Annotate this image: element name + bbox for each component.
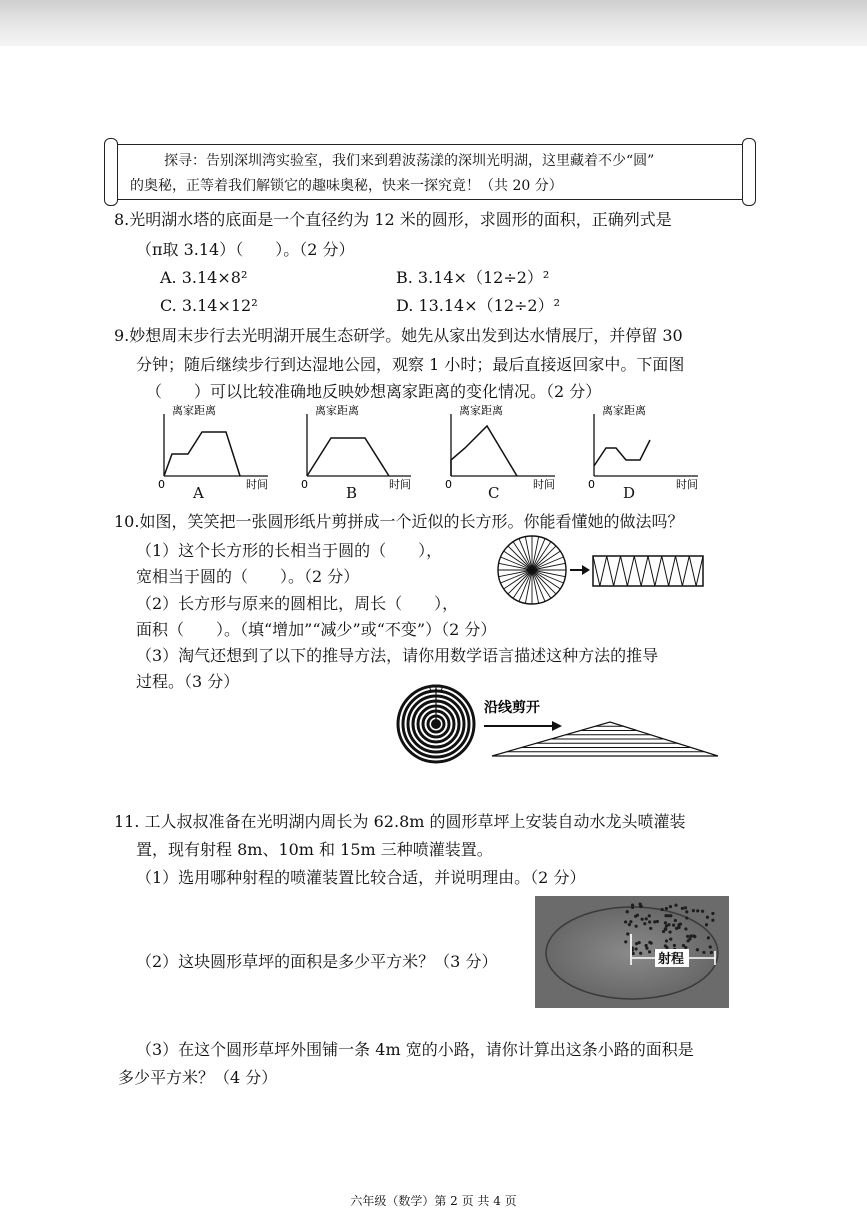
spray-dot	[692, 909, 695, 912]
spray-dot	[643, 922, 646, 925]
spray-dot	[685, 916, 688, 919]
spray-dot	[685, 910, 688, 913]
stripe-triangle	[492, 722, 718, 756]
spray-dot	[682, 944, 685, 947]
q8-option-d: D. 13.14×（12÷2）²	[396, 296, 561, 315]
spray-dot	[669, 930, 672, 933]
spray-dot	[653, 920, 656, 923]
spray-dot	[648, 941, 651, 944]
q11-stem-line-2: 置，现有射程 8m、10m 和 15m 三种喷灌装置。	[136, 840, 493, 859]
spray-dot	[677, 926, 680, 929]
spray-dot	[706, 916, 709, 919]
q10-part2-line-1: （2）长方形与原来的圆相比，周长（ ），	[136, 594, 459, 613]
q9-graph-b-letter: B	[346, 484, 358, 502]
distance-line	[164, 432, 240, 476]
spray-dot	[648, 950, 651, 953]
spray-dot	[635, 942, 638, 945]
origin-label: 0	[158, 478, 165, 491]
scroll-left-roll	[104, 138, 118, 206]
intro-line-1: 探寻：告别深圳湾实验室，我们来到碧波荡漾的深圳光明湖，这里藏着不少“圆”	[164, 153, 655, 169]
spray-dot	[649, 927, 652, 930]
arrow-head	[552, 721, 562, 731]
spray-dot	[662, 930, 665, 933]
x-axis-label: 时间	[389, 478, 411, 491]
origin-label: 0	[301, 478, 308, 491]
page-footer: 六年级（数学）第 2 页 共 4 页	[350, 1194, 517, 1208]
spray-dot	[689, 934, 692, 937]
q8-option-c: C. 3.14×12²	[160, 296, 258, 315]
q9-graph-a-letter: A	[193, 484, 204, 502]
y-axis-label: 离家距离	[315, 404, 359, 417]
q8-option-a: A. 3.14×8²	[160, 268, 248, 287]
q10-part3-line-2: 过程。（3 分）	[136, 672, 240, 691]
spray-dot	[624, 920, 627, 923]
y-axis-label: 离家距离	[602, 404, 646, 417]
q9-graph-c-letter: C	[488, 484, 500, 502]
spray-dot	[674, 904, 677, 907]
q10-stem: 10.如图，笑笑把一张圆形纸片剪拼成一个近似的长方形。你能看懂她的做法吗？	[114, 512, 684, 531]
y-axis-label: 离家距离	[459, 404, 503, 417]
spray-dot	[661, 908, 664, 911]
spray-dot	[635, 925, 638, 928]
spray-dot	[684, 927, 687, 930]
scan-top-band	[0, 0, 867, 46]
distance-line	[307, 438, 389, 476]
spray-dot	[628, 923, 631, 926]
q9-stem-line-1: 9.妙想周末步行去光明湖开展生态研学。她先从家出发到达水情展厅，并停留 30	[114, 326, 683, 345]
q9-graph-d-letter: D	[623, 484, 636, 502]
intro-line-2: 的奥秘，正等着我们解锁它的趣味奥秘，快来一探究竟！（共 20 分）	[130, 178, 563, 194]
spray-dot	[645, 944, 648, 947]
spray-dot	[648, 920, 651, 923]
spray-dot	[711, 912, 714, 915]
spray-dot	[664, 927, 667, 930]
spray-dot	[626, 910, 629, 913]
q8-option-b: B. 3.14×（12÷2）²	[396, 268, 550, 287]
spray-dot	[634, 947, 637, 950]
origin-label: 0	[588, 478, 595, 491]
spray-dot	[705, 923, 708, 926]
q11-lawn-photo	[535, 896, 729, 1008]
spray-dot	[672, 923, 675, 926]
q11-stem-line-1: 11. 工人叔叔准备在光明湖内周长为 62.8m 的圆形草坪上安装自动水龙头喷灌装	[114, 812, 686, 831]
x-axis-label: 时间	[533, 478, 555, 491]
q8-stem-line-1: 8.光明湖水塔的底面是一个直径约为 12 米的圆形，求圆形的面积，正确列式是	[114, 210, 672, 229]
spray-dot	[669, 938, 672, 941]
cut-along-line-label: 沿线剪开	[484, 700, 540, 716]
spray-dot	[645, 917, 648, 920]
spray-dot	[707, 936, 710, 939]
spray-dot	[648, 914, 651, 917]
spray-dot	[665, 939, 668, 942]
spray-dot	[696, 909, 699, 912]
spray-dot	[664, 921, 667, 924]
x-axis-label: 时间	[246, 478, 268, 491]
spray-dot	[626, 932, 629, 935]
arrow-head	[582, 565, 590, 575]
spray-dot	[639, 952, 642, 955]
q9-graph-d	[580, 402, 710, 502]
q8-stem-line-2: （π取 3.14）（ ）。（2 分）	[136, 240, 355, 259]
spray-dot	[686, 935, 689, 938]
spray-dot	[711, 919, 714, 922]
q11-part1: （1）选用哪种射程的喷灌装置比较合适，并说明理由。（2 分）	[136, 868, 586, 887]
spray-dot	[669, 905, 672, 908]
q11-part3-line-2: 多少平方米？（4 分）	[118, 1068, 278, 1087]
spray-dot	[665, 907, 668, 910]
spray-dot	[629, 920, 632, 923]
q9-stem-line-2: 分钟；随后继续步行到达湿地公园，观察 1 小时；最后直接返回家中。下面图	[136, 355, 685, 374]
spray-dot	[673, 944, 676, 947]
q10-part3-line-1: （3）淘气还想到了以下的推导方法，请你用数学语言描述这种方法的推导	[136, 646, 659, 665]
q10-part1-line-2: 宽相当于圆的（ ）。（2 分）	[136, 567, 360, 586]
q9-stem-line-3: （ ）可以比较准确地反映妙想离家距离的变化情况。（2 分）	[146, 382, 602, 401]
spray-dot	[692, 934, 695, 937]
range-label: 射程	[658, 952, 685, 967]
distance-line	[594, 440, 650, 466]
spray-dot	[667, 914, 670, 917]
sector-circle	[498, 536, 566, 604]
q10-concentric-rings-figure	[392, 682, 722, 782]
spray-dot	[681, 907, 684, 910]
distance-line	[451, 426, 517, 476]
spray-dot	[641, 918, 644, 921]
spray-dot	[667, 923, 670, 926]
spray-dot	[701, 910, 704, 913]
q9-graph-a	[150, 402, 280, 502]
spray-dot	[636, 914, 639, 917]
spray-dot	[688, 937, 691, 940]
q10-sector-circle-figure	[494, 532, 714, 612]
spray-dot	[684, 906, 687, 909]
q10-part1-line-1: （1）这个长方形的长相当于圆的（ ），	[136, 541, 443, 560]
approx-rectangle	[593, 556, 703, 586]
spray-dot	[631, 906, 634, 909]
intro-scroll-banner	[104, 138, 756, 204]
spray-dot	[632, 952, 635, 955]
scroll-right-roll	[742, 138, 756, 206]
q11-part3-line-1: （3）在这个圆形草坪外围铺一条 4m 宽的小路，请你计算出这条小路的面积是	[136, 1040, 694, 1059]
y-axis-label: 离家距离	[172, 404, 216, 417]
q11-part2: （2）这块圆形草坪的面积是多少平方米？（3 分）	[136, 952, 498, 971]
x-axis-label: 时间	[676, 478, 698, 491]
spray-dot	[639, 902, 642, 905]
origin-label: 0	[445, 478, 452, 491]
q9-graph-b	[293, 402, 423, 502]
q9-graph-c	[437, 402, 567, 502]
q10-part2-line-2: 面积（ ）。（填“增加”“减少”或“不变”）（2 分）	[136, 620, 497, 639]
spray-dot	[674, 919, 677, 922]
spray-dot	[624, 940, 627, 943]
